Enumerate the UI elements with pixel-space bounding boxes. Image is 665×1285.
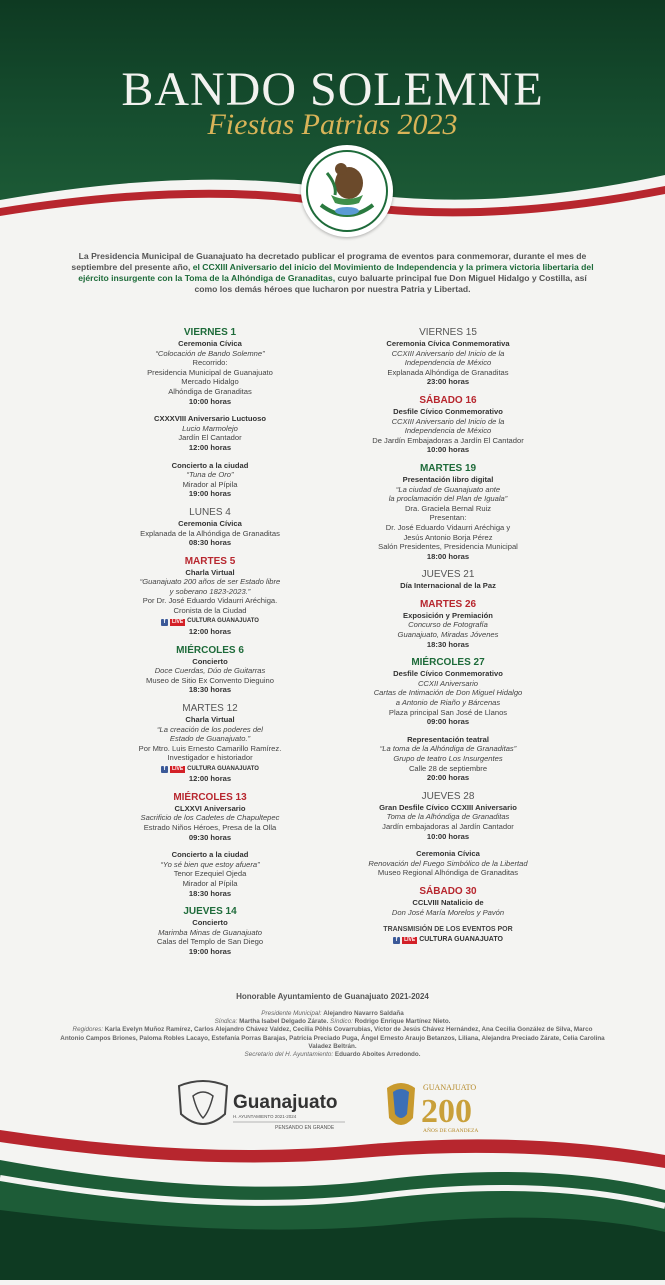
event-title: Concierto a la ciudad [171,850,249,860]
event-detail: “Yo sé bien que estoy afuera” [160,859,260,869]
logo-number: 200 [421,1093,472,1130]
event-title: Concierto [192,918,228,928]
event-day: VIERNES 15 [419,327,477,338]
event-time: 09:00 horas [426,717,470,727]
secretario-label: Secretario del H. Ayuntamiento: [244,1051,335,1059]
presidente-label: Presidente Municipal: [261,1010,324,1017]
event-detail: “La ciudad de Guanajuato ante [395,484,501,494]
event-detail: Jardín embajadoras al Jardín Cantador [382,821,514,831]
event-day: SÁBADO 30 [419,885,477,897]
event-detail: Toma de la Alhóndiga de Granaditas [386,812,510,822]
event-detail: Museo de Sitio Ex Convento Dieguino [146,675,274,685]
officials-list [60,1010,605,1059]
event-detail: De Jardín Embajadoras a Jardín El Cantador [372,435,524,445]
event-detail: Independencia de México [404,426,492,436]
event-miercoles-27 [318,657,578,727]
event-time: 10:00 horas [426,445,470,455]
event-jueves-28 [318,791,578,841]
mexican-coat-of-arms-icon [301,145,393,237]
event-detail: “Tuna de Oro” [186,470,234,480]
event-detail: Renovación del Fuego Simbólico de la Libertad [368,858,528,868]
event-detail: CCXII Aniversario [417,678,479,688]
event-time: 12:00 horas [188,626,232,636]
event-day: MIÉRCOLES 13 [173,791,247,803]
event-jueves-21 [318,569,578,591]
logo-name: Guanajuato [233,1092,338,1113]
event-title: Ceremonia Cívica Conmemorativa [386,339,510,348]
event-detail: Mercado Hidalgo [181,377,239,387]
logo-slogan: PENSANDO EN GRANDE [275,1125,335,1131]
event-detail: Mirador al Pípila [182,479,238,489]
page-title: BANDO SOLEMNE [121,63,544,116]
guanajuato-crest-icon [387,1083,415,1125]
event-sabado-16 [318,395,578,455]
presidente-line [60,1010,605,1018]
event-detail: “La creación de los poderes del [157,724,263,734]
live-badge: LIVE [404,936,416,943]
secretario-line [60,1051,605,1059]
event-detail: Cronista de la Ciudad [173,606,247,616]
event-time: 10:00 horas [188,396,232,406]
event-day: JUEVES 14 [183,906,237,918]
live-badge: LIVE [172,618,184,625]
sindicos-line [60,1018,605,1026]
event-time: 23:00 horas [426,377,470,387]
event-title: Concierto [192,656,228,666]
event-detail: CCXIII Aniversario del Inicio de la [391,348,505,358]
regidores-line [60,1026,605,1051]
event-time: 19:00 horas [188,946,232,956]
event-detail: Alhóndiga de Granaditas [168,386,252,396]
sindica-label: Síndica: [214,1018,240,1026]
event-time: 18:30 horas [188,685,232,695]
sindico-name: Rodrigo Enrique Martínez Nieto. [354,1018,451,1026]
event-lunes-4 [80,507,340,548]
event-day: JUEVES 28 [421,790,475,802]
event-title: CLXXVI Aniversario [174,803,246,813]
event-detail: Grupo de teatro Los Insurgentes [393,754,503,763]
event-viernes-15 [318,327,578,387]
event-title: Exposición y Premiación [403,610,493,620]
sindica-name: Martha Isabel Delgado Zárate. [239,1018,329,1026]
event-title: Gran Desfile Cívico CCXIII Aniversario [379,802,517,812]
event-title: Concierto a la ciudad [171,460,249,470]
event-detail: Por Dr. José Eduardo Vidaurri Aréchiga. [142,596,278,606]
event-title: Ceremonia Cívica [416,849,480,859]
event-title: Presentación libro digital [402,474,494,484]
event-detail: a Antonio de Riaño y Bárcenas [395,698,501,708]
event-detail: Presidencia Municipal de Guanajuato [147,367,273,377]
event-time: 18:30 horas [188,888,232,898]
event-miercoles-6 [80,645,340,695]
event-time: 10:00 horas [426,831,470,841]
event-detail: Don José María Morelos y Pavón [391,907,505,917]
event-detail: Tenor Ezequiel Ojeda [173,869,247,879]
event-day: MIÉRCOLES 6 [176,644,244,656]
event-time: 18:30 horas [426,639,470,649]
event-title: CXXXVIII Aniversario Luctuoso [154,414,266,424]
event-day: MARTES 5 [184,555,236,567]
event-detail: la proclamación del Plan de Iguala” [388,494,508,504]
event-detail: Por Mtro. Luis Ernesto Camarillo Ramírez. [138,743,282,753]
event-time: 18:00 horas [426,551,470,561]
event-detail: Doce Cuerdas, Dúo de Guitarras [154,666,266,676]
event-concierto-ojeda [80,850,340,898]
event-detail: Dra. Graciela Bernal Ruiz [404,503,492,513]
secretario-name: Eduardo Aboites Arredondo. [334,1051,421,1059]
event-time: 12:00 horas [188,774,232,784]
event-day: MARTES 26 [419,598,477,610]
facebook-icon: f [393,937,400,944]
event-title: CCLVIII Natalicio de [412,897,484,907]
live-stream-link[interactable] [393,935,503,945]
logo-sub: H. AYUNTAMIENTO 2021-2024 [233,1114,297,1119]
event-aniversario-luctuoso [80,414,340,452]
event-representacion-teatral [318,735,578,783]
event-day: LUNES 4 [189,506,231,518]
event-time: 19:00 horas [188,489,232,499]
logo-top: GUANAJUATO [423,1083,477,1092]
event-title: Ceremonia Cívica [178,518,242,528]
sindico-label: Síndico: [328,1018,355,1026]
event-detail: CCXIII Aniversario del Inicio de la [391,416,505,426]
event-detail: Calle 28 de septiembre [408,763,488,773]
event-day: MARTES 12 [182,702,238,714]
event-detail: Cartas de Intimación de Don Miguel Hidalgo [373,688,523,698]
page-subtitle: Fiestas Patrias 2023 [207,108,458,141]
event-detail: Explanada de la Alhóndiga de Granaditas [140,528,280,538]
live-stream-link[interactable] [161,617,259,627]
event-detail: Salón Presidentes, Presidencia Municipal [378,542,518,552]
event-detail: y soberano 1823-2023.” [169,586,251,596]
facebook-icon: f [161,619,168,626]
event-ceremonia-fuego [318,849,578,878]
event-title: Representación teatral [407,734,489,744]
event-detail: Independencia de México [404,358,492,368]
event-detail: Investigador e historiador [167,753,253,763]
logo-bottom: AÑOS DE GRANDEZA [423,1128,479,1134]
event-time: 12:00 horas [188,442,232,452]
event-day: SÁBADO 16 [419,394,477,406]
event-detail: “La toma de la Alhóndiga de Granaditas” [379,744,517,754]
event-detail: Museo Regional Alhóndiga de Granaditas [377,868,519,878]
live-channel: CULTURA GUANAJUATO [419,936,503,944]
event-day: VIERNES 1 [183,327,237,338]
live-channel: CULTURA GUANAJUATO [187,765,259,772]
event-detail: Jardín El Cantador [178,433,242,443]
event-concierto-tuna [80,461,340,499]
event-detail: Presentan: [429,513,467,523]
events-right-column [318,327,578,945]
event-day: MIÉRCOLES 27 [411,657,485,669]
event-day: JUEVES 21 [421,569,475,581]
event-title: Día Internacional de la Paz [400,581,496,591]
event-detail: “Colocación de Bando Solemne” [155,348,265,358]
event-detail: Plaza principal San José de Llanos [388,707,508,717]
events-left-column [80,327,340,965]
intro-highlight: el CCXIII Aniversario del inicio del Movimiento de Independencia y la primera victoria libertaria del ejército insurgente con la Toma de la Alhóndiga de Granaditas, [78,262,594,283]
event-time: 08:30 horas [188,538,232,548]
event-miercoles-13 [80,792,340,842]
event-detail: Sacrificio de los Cadetes de Chapultepec [140,813,280,823]
facebook-icon: f [161,766,168,773]
event-sabado-30 [318,886,578,917]
event-time: 09:30 horas [188,832,232,842]
footer-tricolor-waves [0,1120,665,1280]
presidente-name: Alejandro Navarro Saldaña [323,1010,404,1017]
event-detail: Recorrido: [192,358,228,368]
live-channel: CULTURA GUANAJUATO [187,618,259,625]
regidores-label: Regidores: [72,1026,105,1034]
event-martes-26 [318,599,578,649]
event-detail: Guanajuato, Miradas Jóvenes [397,630,499,640]
intro-text-1: La Presidencia Municipal de Guanajuato ha decretado publicar el programa de eventos para conmemorar, durante el mes de septiembre del presente año, [71,251,587,272]
event-martes-12 [80,703,340,784]
event-martes-5 [80,556,340,637]
municipal-shield-icon [179,1081,227,1124]
event-detail: Mirador al Pípila [182,878,238,888]
event-title: Charla Virtual [185,714,235,724]
live-badge: LIVE [172,765,184,772]
intro-paragraph [70,251,595,295]
event-detail: “Guanajuato 200 años de ser Estado libre [139,577,281,587]
transmission-notice [318,925,578,945]
event-detail: Marimba Minas de Guanajuato [158,927,262,937]
event-title: Charla Virtual [185,567,235,577]
event-detail: Calas del Templo de San Diego [156,937,264,947]
event-detail: Estado de Guanajuato.” [169,734,251,744]
ayuntamiento-heading: Honorable Ayuntamiento de Guanajuato 2021-2024 [236,992,429,1001]
event-detail: Lucio Marmolejo [182,423,238,433]
event-detail: Concurso de Fotografía [408,620,488,630]
event-detail: Estrado Niños Héroes, Presa de la Olla [143,822,277,832]
event-day: MARTES 19 [419,462,477,474]
transmission-label: TRANSMISIÓN DE LOS EVENTOS POR [383,926,513,934]
event-title: Desfile Cívico Conmemorativo [393,406,503,416]
intro-text-2: cuyo baluarte principal fue Don Miguel Hidalgo y Costilla, así como los demás héroes que lucharon por nuestra Patria y Libertad. [194,273,587,294]
event-time: 20:00 horas [426,773,470,783]
event-martes-19 [318,463,578,561]
event-jueves-14 [80,906,340,956]
event-viernes-1 [80,327,340,406]
event-detail: Jesús Antonio Borja Pérez [403,532,493,542]
live-stream-link[interactable] [161,765,259,775]
event-detail: Dr. José Eduardo Vidaurri Aréchiga y [385,522,511,532]
event-detail: Explanada Alhóndiga de Granaditas [387,367,509,377]
event-title: Ceremonia Cívica [178,339,242,348]
event-title: Desfile Cívico Conmemorativo [393,669,503,679]
regidores-names: Karla Evelyn Muñoz Ramírez, Carlos Alejandro Chávez Valdez, Cecilia Pöhls Covarrubias, Víctor de Jesús Chávez Hernández, Ana Cecilia González de Silva, Marco Antonio Campos Briones, Paloma Robles Lacayo, Estefanía Porras Barajas, Patricia Preciado Puga, Ángel Ernesto Araujo Betanzos, Liliana, Alejandra Preciado Zárate, Celia Carolina Valadez Beltrán. [60,1026,605,1050]
